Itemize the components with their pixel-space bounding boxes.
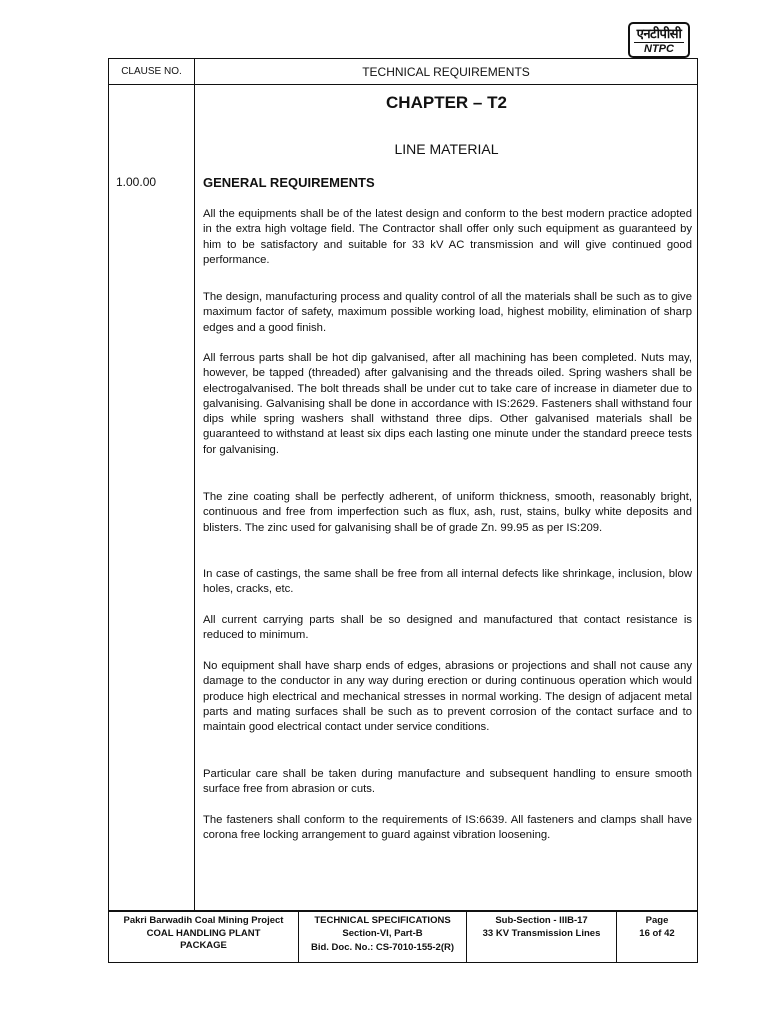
footer-page-label: Page xyxy=(645,915,669,926)
paragraph-7: No equipment shall have sharp ends of edges, abrasions or projections and shall not cause any damage to the conductor in any way during erection or during continuous operation which would produce high electrical and mechanical stresses in normal working. The design of adjacent metal parts and mating surfaces shall be such as to prevent corrosion of the contact surface and to maintain good electrical contact under service conditions. xyxy=(203,660,692,734)
footer-project-package-2: PACKAGE xyxy=(180,940,227,951)
footer-page-number: 16 of 42 xyxy=(639,927,675,939)
paragraph-5: In case of castings, the same shall be free from all internal defects like shrinkage, inclusion, blow holes, cracks, etc. xyxy=(203,568,692,596)
footer-subsection: Sub-Section - IIIB-17 xyxy=(495,915,588,926)
header-title: TECHNICAL REQUIREMENTS xyxy=(362,64,530,79)
header-row xyxy=(108,58,698,85)
footer-spec-section: Section-VI, Part-B xyxy=(342,927,423,939)
ntpc-logo xyxy=(628,22,690,58)
paragraph-6: All current carrying parts shall be so designed and manufactured that contact resistance is reduced to minimum. xyxy=(203,614,692,642)
section-heading: GENERAL REQUIREMENTS xyxy=(203,175,375,190)
footer-project-package: COAL HANDLING PLANT xyxy=(146,927,261,939)
paragraph-1: All the equipments shall be of the latest design and conform to the best modern practice adopted in the extra high voltage field. The Contractor shall offer only such equipment as guaranteed by him to be satisfactory and suitable for 33 kV AC transmission and will give continued good performance. xyxy=(203,208,692,266)
logo-hindi-text: एनटीपीसी xyxy=(636,26,682,41)
footer-project-cell xyxy=(109,912,299,962)
footer-page-cell xyxy=(617,912,697,962)
paragraph-4: The zine coating shall be perfectly adherent, of uniform thickness, smooth, reasonably bright, continuous and free from imperfection such as flux, ash, rust, stains, bulky white deposits and blisters. The zinc used for galvanising shall be of grade Zn. 99.95 as per IS:209. xyxy=(203,491,692,534)
footer-table xyxy=(108,911,698,963)
footer-spec-cell xyxy=(299,912,467,962)
footer-bid-doc: Bid. Doc. No.: CS-7010-155-2(R) xyxy=(310,942,455,953)
footer-spec-title: TECHNICAL SPECIFICATIONS xyxy=(314,915,451,926)
paragraph-3: All ferrous parts shall be hot dip galvanised, after all machining has been completed. Nuts may, however, be tapped (threaded) after galvanising and the threads oiled. Spring washers shall be electrogalvanised. The bolt threads shall be under cut to take care of increase in diameter due to galvanising. Galvanising shall be done in accordance with IS:2629. Fasteners shall withstand four dips while spring washers shall withstand three dips. Other galvanised materials shall be guaranteed to withstand at least six dips each lasting one minute under the standard preece tests for galvanising. xyxy=(203,352,692,456)
chapter-title: CHAPTER – T2 xyxy=(386,93,507,112)
paragraph-9: The fasteners shall conform to the requirements of IS:6639. All fasteners and clamps shall have corona free locking arrangement to guard against vibration loosening. xyxy=(203,814,692,842)
paragraph-8: Particular care shall be taken during manufacture and subsequent handling to ensure smooth surface free from abrasion or cuts. xyxy=(203,768,692,796)
footer-subsection-title: 33 KV Transmission Lines xyxy=(482,927,601,939)
footer-subsection-cell xyxy=(467,912,617,962)
paragraph-2: The design, manufacturing process and quality control of all the materials shall be such as to give maximum factor of safety, maximum possible working load, highest mobility, elimination of sharp edges and a good finish. xyxy=(203,291,692,334)
column-divider xyxy=(194,85,195,910)
clause-label: CLAUSE NO. xyxy=(109,59,195,84)
footer-project-name: Pakri Barwadih Coal Mining Project xyxy=(123,915,284,926)
chapter-subtitle: LINE MATERIAL xyxy=(394,141,499,157)
logo-brand-text: NTPC xyxy=(634,42,684,55)
clause-number: 1.00.00 xyxy=(116,175,157,189)
